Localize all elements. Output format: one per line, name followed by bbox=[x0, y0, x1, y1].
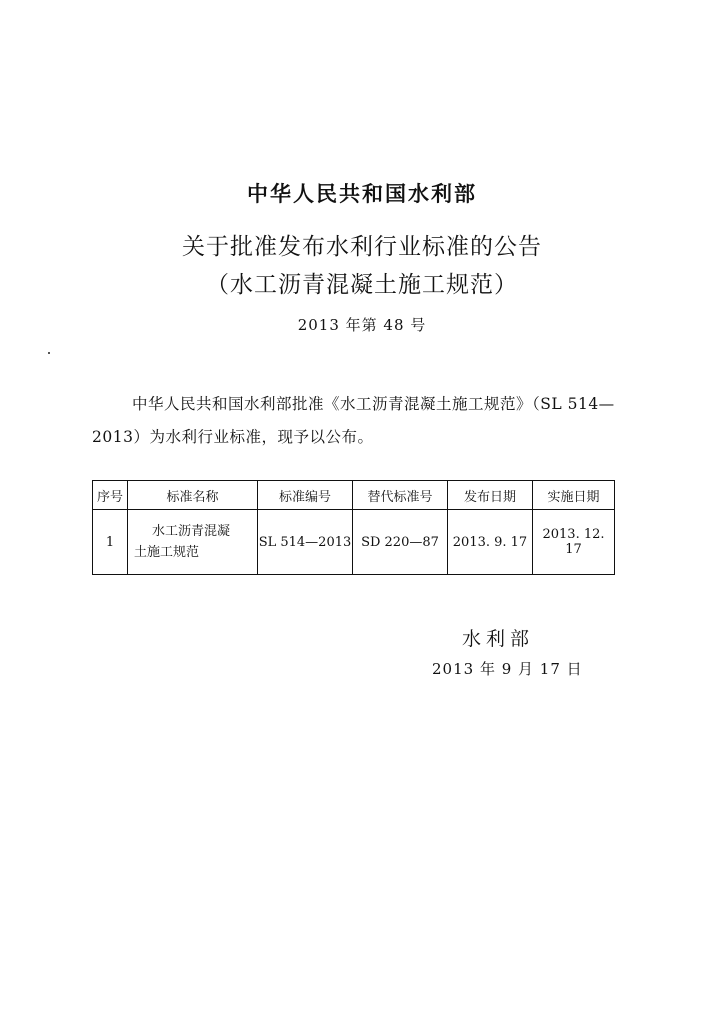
issuing-authority: 中华人民共和国水利部 bbox=[247, 181, 477, 206]
announcement-title: 关于批准发布水利行业标准的公告 bbox=[182, 234, 542, 260]
header-index: 序号 bbox=[93, 481, 128, 510]
standard-name-line2: 土施工规范 bbox=[134, 545, 200, 560]
header-effective-date: 实施日期 bbox=[533, 481, 615, 510]
announcement-subtitle: （水工沥青混凝土施工规范） bbox=[206, 272, 518, 298]
standard-name-line1: 水工沥青混凝 bbox=[152, 524, 231, 539]
signature-org: 水利部 bbox=[462, 628, 535, 650]
cell-issue-date: 2013. 9. 17 bbox=[448, 510, 533, 575]
table-header-row bbox=[93, 481, 615, 510]
header-issue-date: 发布日期 bbox=[448, 481, 533, 510]
header-replaced-code: 替代标准号 bbox=[353, 481, 448, 510]
header-standard-code: 标准编号 bbox=[258, 481, 353, 510]
scan-speck bbox=[48, 352, 50, 354]
header-standard-name: 标准名称 bbox=[128, 481, 258, 510]
document-number: 2013 年第 48 号 bbox=[297, 316, 427, 334]
cell-effective-date: 2013. 12. 17 bbox=[533, 510, 615, 575]
announcement-body: 中华人民共和国水利部批准《水工沥青混凝土施工规范》（SL 514—2013）为水利行业标准，现予以公布。 bbox=[92, 395, 615, 446]
table-row bbox=[93, 510, 615, 575]
signature-date: 2013 年 9 月 17 日 bbox=[432, 660, 583, 678]
cell-standard-name bbox=[128, 510, 258, 575]
standards-table bbox=[92, 480, 615, 575]
cell-replaced-code: SD 220—87 bbox=[353, 510, 448, 575]
cell-standard-code: SL 514—2013 bbox=[258, 510, 353, 575]
cell-index: 1 bbox=[93, 510, 128, 575]
